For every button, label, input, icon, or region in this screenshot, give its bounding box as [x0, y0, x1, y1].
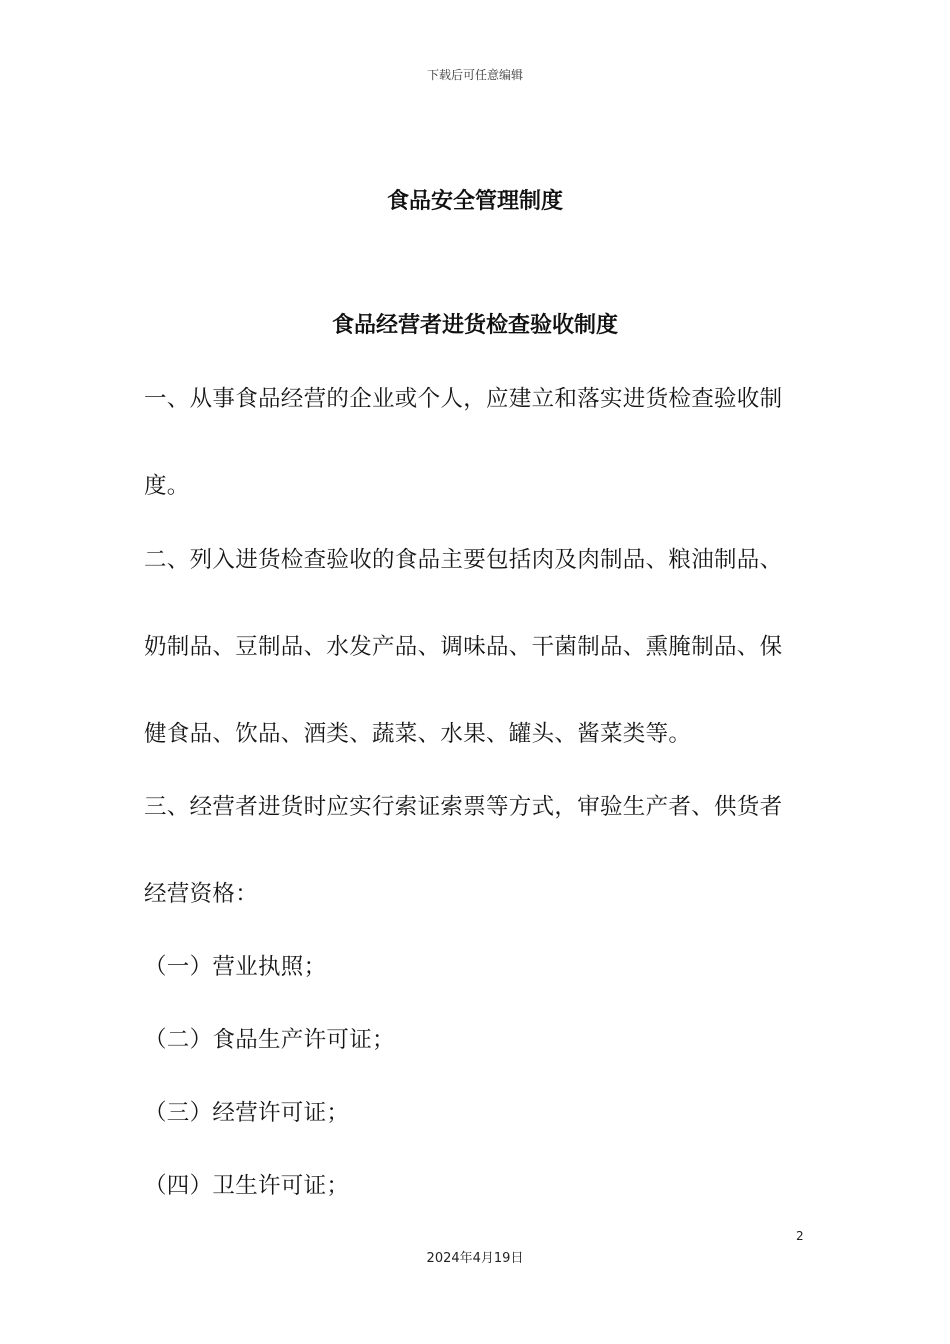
body-line-5: 健食品、饮品、酒类、蔬菜、水果、罐头、酱菜类等。: [144, 721, 692, 747]
list-item-3: （三）经营许可证；: [144, 1100, 350, 1126]
footer-date: 2024年4月19日: [426, 1251, 524, 1266]
body-line-7: 经营资格：: [144, 881, 259, 907]
body-line-6: 三、经营者进货时应实行索证索票等方式，审验生产者、供货者: [144, 794, 783, 820]
section-title: 食品经营者进货检查验收制度: [331, 313, 618, 338]
list-item-2: （二）食品生产许可证；: [144, 1027, 395, 1053]
body-line-1: 一、从事食品经营的企业或个人，应建立和落实进货检查验收制: [144, 386, 783, 412]
list-item-4: （四）卫生许可证；: [144, 1173, 350, 1199]
page-number: 2: [796, 1229, 804, 1243]
document-title: 食品安全管理制度: [386, 189, 563, 214]
body-line-4: 奶制品、豆制品、水发产品、调味品、干菌制品、熏腌制品、保: [144, 634, 783, 660]
header-note: 下载后可任意编辑: [426, 68, 523, 82]
body-line-2: 度。: [144, 473, 190, 499]
list-item-1: （一）营业执照；: [144, 954, 327, 980]
body-line-3: 二、列入进货检查验收的食品主要包括肉及肉制品、粮油制品、: [144, 547, 783, 573]
